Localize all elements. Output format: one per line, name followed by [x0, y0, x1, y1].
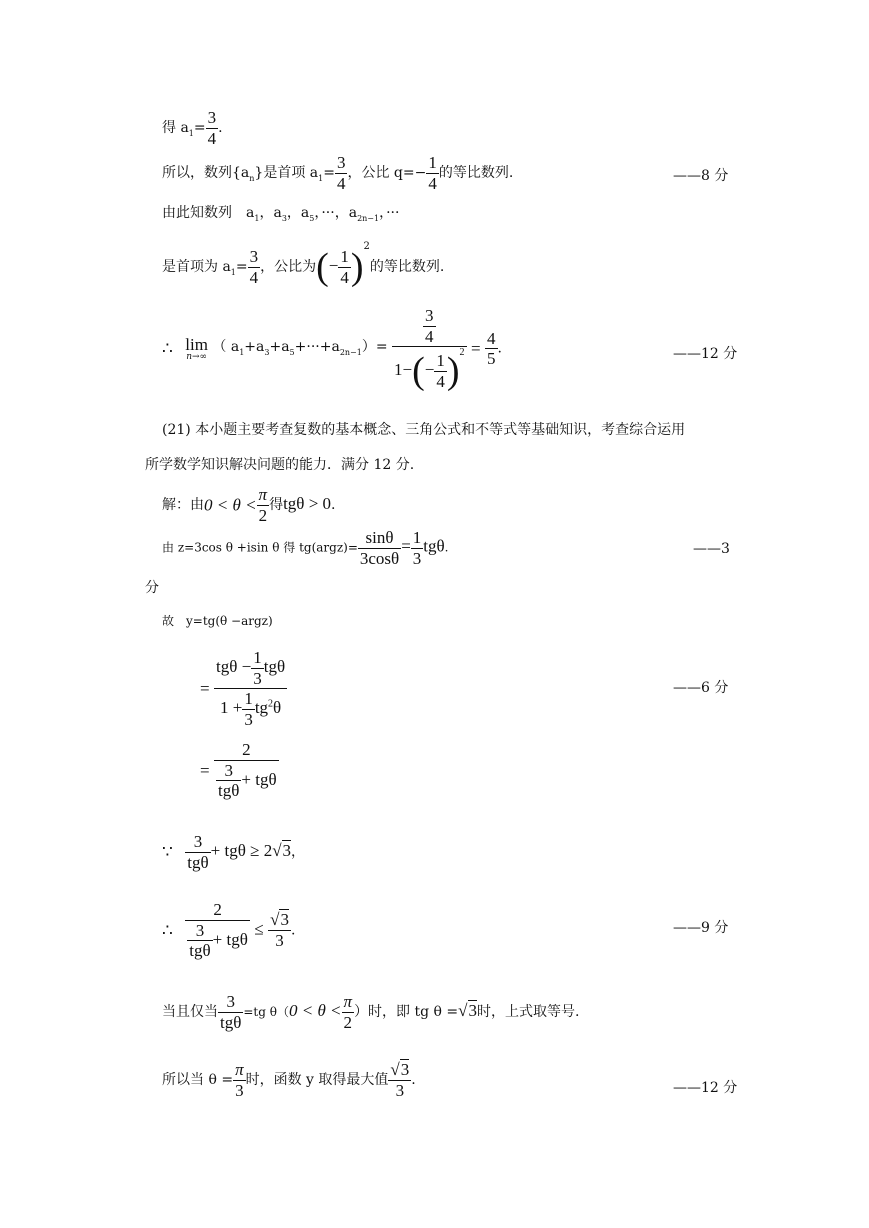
limit-fraction: $\frac{3}{4}$ 1−(− $\frac{1}{4}$ )$^2$	[394, 306, 465, 393]
score-12-a: ——12 分	[673, 346, 738, 362]
line-odd-terms: 由此知数列 $a_1$，$a_3$，$a_5$，···，$a_{2n-1}$，···	[162, 205, 400, 223]
line-ratio: 是首项为 $a_1=$ $\frac{3}{4}$ ，公比为(− $\frac{1}{4}$ )$^2$的等比数列.	[162, 241, 445, 288]
line-maximum: 所以当 θ = $\frac{\pi}{3}$ 时，函数 y 取得最大值 $\frac{√3}{3}$ .	[162, 1060, 416, 1100]
score-3-unit: 分	[145, 580, 159, 596]
score-3: ——3	[693, 541, 730, 557]
line-series-def: 所以，数列$\{a_n\}$是首项 $a_1=$ $\frac{3}{4}$ ，公比 q=− $\frac{1}{4}$ 的等比数列.	[162, 153, 514, 193]
score-9: ——9 分	[673, 920, 729, 936]
line-because: ∵ $\frac{3}{\text{tgθ}}$ + tgθ ≥ 2√3，	[162, 832, 306, 872]
problem-21-intro: (21) 本小题主要考查复数的基本概念、三角公式和不等式等基础知识，考查综合运用	[162, 422, 686, 438]
score-6: ——6 分	[673, 680, 729, 696]
line-limit: ∴ lim n→∞ （ $a_1+a_3+a_5+\cdot\cdot\cdot+a_{2n-1})=$ $\frac{3}{4}$ 1−(− $\frac{1}{4}$ )$^2$ = $\frac{4}{5}$ .	[162, 306, 502, 393]
score-12-b: ——12 分	[673, 1080, 738, 1096]
line-therefore: ∴ 2 $\frac{3}{\text{tgθ}}$ + tgθ ≤ $\frac{√3}{3}$ .	[162, 900, 296, 961]
line-y: 故 y=tg(θ −argz)	[162, 614, 273, 628]
fraction-3-4: $\frac{3}{4}$	[207, 108, 217, 148]
equation-step-2: = 2 $\frac{3}{\text{tgθ}}$ + tgθ	[200, 740, 277, 801]
line-solution: 解：由0 < θ < $\frac{\pi}{2}$ 得tgθ > 0.	[162, 485, 336, 525]
line-a1: 得 $a_1=$ $\frac{3}{4}$ .	[162, 108, 223, 148]
score-8: ——8 分	[673, 168, 729, 184]
equation-step-1: = tgθ − $\frac{1}{3}$ tgθ 1 + $\frac{1}{3}$ $tg^2\theta$	[200, 648, 286, 729]
line-equality: 当且仅当 $\frac{3}{\text{tgθ}}$ =tg θ（0 < θ < $\frac{\pi}{2}$ ）时，即 tg θ =√3时，上式取等号.	[162, 992, 580, 1032]
problem-21-intro-2: 所学数学知识解决问题的能力．满分 12 分.	[145, 457, 415, 473]
line-z: 由 z=3cos θ +isin θ 得 tg(argz)= $\frac{\sin\theta}{3\cos\theta}$ = $\frac{1}{3}$ tgθ.	[162, 528, 449, 568]
